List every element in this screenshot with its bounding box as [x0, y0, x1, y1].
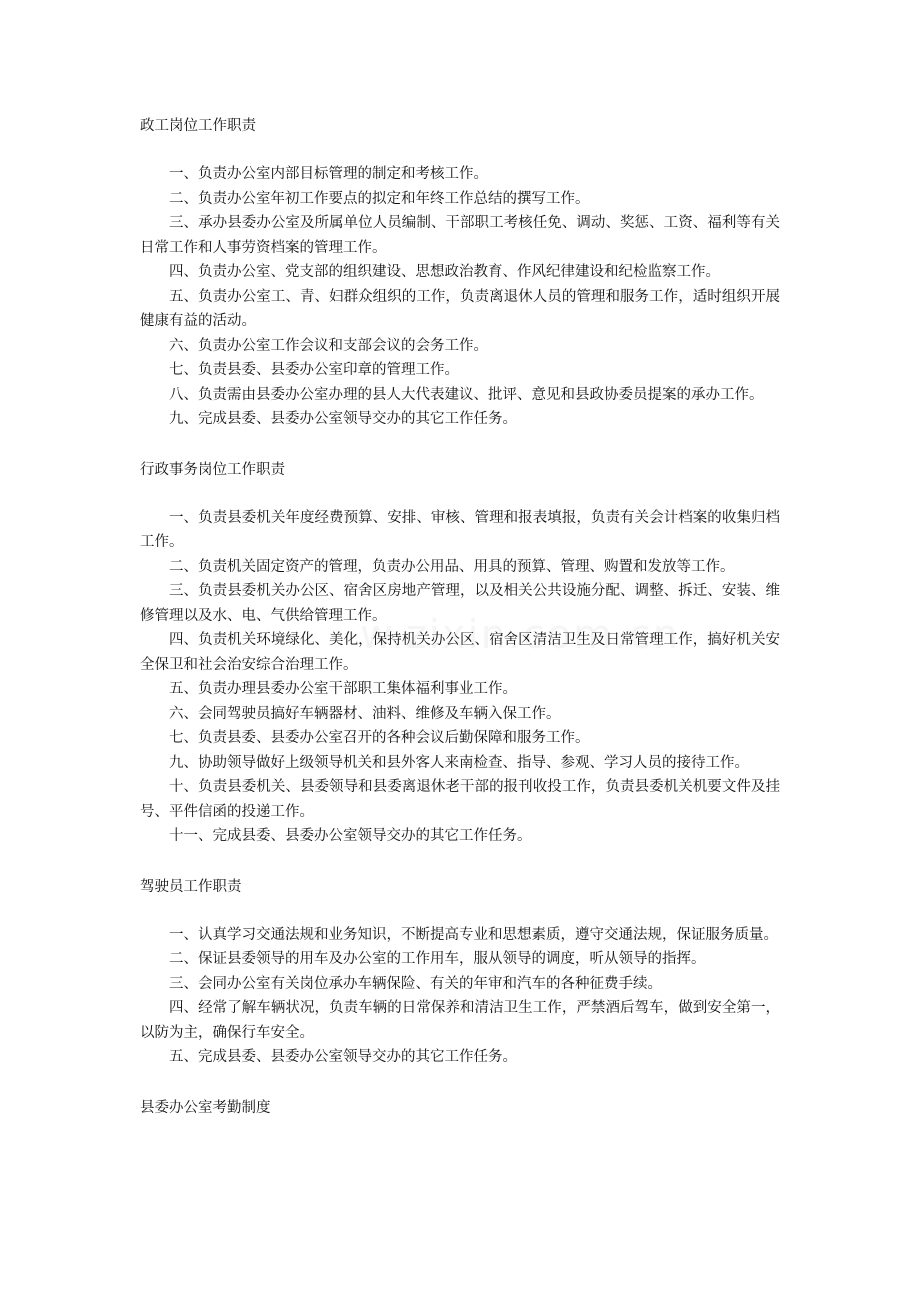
duty-item: 七、负责县委、县委办公室召开的各种会议后勤保障和服务工作。 [169, 730, 590, 746]
duty-item: 九、协助领导做好上级领导机关和县外客人来南检查、指导、参观、学习人员的接待工作。 [169, 754, 749, 771]
duty-item: 八、负责需由县委办公室办理的县人大代表建议、批评、意见和县政协委员提案的承办工作。 [169, 386, 764, 403]
duty-item: 四、负责机关环境绿化、美化，保持机关办公区、宿舍区清洁卫生及日常管理工作，搞好机关安全保卫和社会治安综合治理工作。 [140, 632, 780, 673]
section-heading: 行政事务岗位工作职责 [140, 461, 285, 478]
duty-item: 五、负责办公室工、青、妇群众组织的工作，负责离退休人员的管理和服务工作，适时组织开展健康有益的活动。 [140, 288, 780, 329]
duty-item: 十一、完成县委、县委办公室领导交办的其它工作任务。 [169, 828, 532, 844]
duty-item: 十、负责县委机关、县委领导和县委离退休老干部的报刊收投工作，负责县委机关机要文件及挂号、平件信函的投递工作。 [140, 779, 780, 820]
duty-item: 三、负责县委机关办公区、宿舍区房地产管理，以及相关公共设施分配、调整、拆迁、安装、维修管理以及水、电、气供给管理工作。 [140, 583, 780, 624]
duty-item: 五、完成县委、县委办公室领导交办的其它工作任务。 [169, 1049, 517, 1065]
duty-item: 三、承办县委办公室及所属单位人员编制、干部职工考核任免、调动、奖惩、工资、福利等有关日常工作和人事劳资档案的管理工作。 [140, 215, 780, 256]
duty-item: 一、负责办公室内部目标管理的制定和考核工作。 [169, 166, 488, 182]
duty-item: 六、负责办公室工作会议和支部会议的会务工作。 [169, 337, 488, 354]
section-heading: 政工岗位工作职责 [140, 118, 256, 134]
duty-item: 三、会同办公室有关岗位承办车辆保险、有关的年审和汽车的各种征费手续。 [169, 975, 662, 992]
duty-item: 九、完成县委、县委办公室领导交办的其它工作任务。 [169, 411, 517, 427]
duty-item: 四、负责办公室、党支部的组织建设、思想政治教育、作风纪律建设和纪检监察工作。 [169, 264, 720, 280]
duty-item: 五、负责办理县委办公室干部职工集体福利事业工作。 [169, 681, 517, 697]
duty-item: 二、负责机关固定资产的管理，负责办公用品、用具的预算、管理、购置和发放等工作。 [169, 558, 735, 575]
duty-item: 二、保证县委领导的用车及办公室的工作用车，服从领导的调度，听从领导的指挥。 [169, 951, 706, 967]
duty-item: 四、经常了解车辆状况，负责车辆的日常保养和清洁卫生工作，严禁酒后驾车，做到安全第一，以防为主，确保行车安全。 [140, 1000, 780, 1041]
duty-item: 一、负责县委机关年度经费预算、安排、审核、管理和报表填报，负责有关会计档案的收集归档工作。 [140, 509, 780, 550]
duty-item: 七、负责县委、县委办公室印章的管理工作。 [169, 362, 459, 378]
section-heading: 县委办公室考勤制度 [140, 1099, 271, 1116]
duty-item: 二、负责办公室年初工作要点的拟定和年终工作总结的撰写工作。 [169, 190, 590, 207]
section-heading: 驾驶员工作职责 [140, 878, 242, 895]
duty-item: 一、认真学习交通法规和业务知识，不断提高专业和思想素质，遵守交通法规，保证服务质量。 [169, 926, 778, 943]
duty-item: 六、会同驾驶员搞好车辆器材、油料、维修及车辆入保工作。 [169, 705, 561, 722]
document-body [140, 112, 780, 1122]
